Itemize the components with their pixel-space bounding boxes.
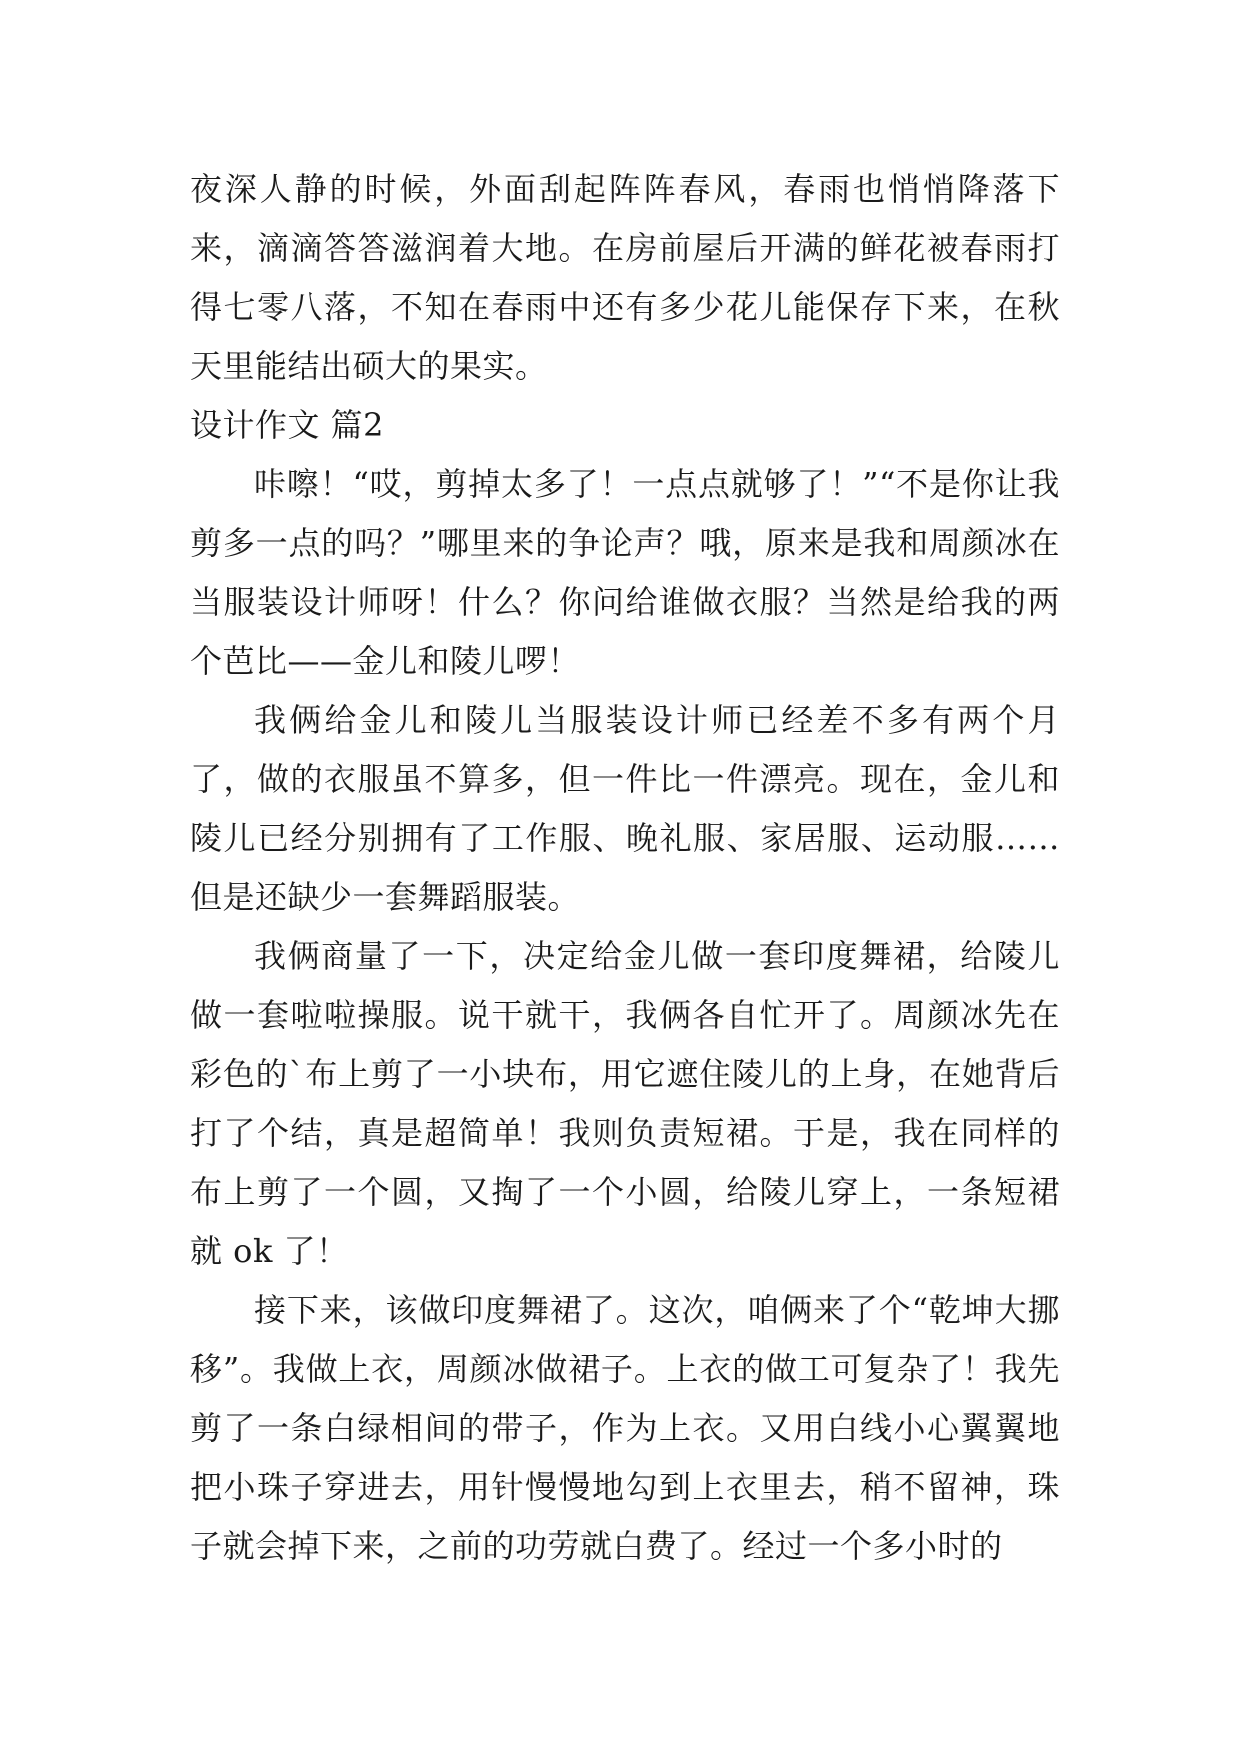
document-body [190,160,1060,1576]
paragraph: 接下来，该做印度舞裙了。这次，咱俩来了个“乾坤大挪移”。我做上衣，周颜冰做裙子。上衣的做工可复杂了！我先剪了一条白绿相间的带子，作为上衣。又用白线小心翼翼地把小珠子穿进去，用针慢慢地勾到上衣里去，稍不留神，珠子就会掉下来，之前的功劳就白费了。经过一个多小时的 [190,1291,1060,1565]
paragraph: 我俩商量了一下，决定给金儿做一套印度舞裙，给陵儿做一套啦啦操服。说干就干，我俩各自忙开了。周颜冰先在彩色的`布上剪了一小块布，用它遮住陵儿的上身，在她背后打了个结，真是超简单！我则负责短裙。于是，我在同样的布上剪了一个圆，又掏了一个小圆，给陵儿穿上，一条短裙就 ok 了！ [190,937,1060,1270]
section-heading: 设计作文 篇2 [190,406,385,444]
paragraph: 我俩给金儿和陵儿当服装设计师已经差不多有两个月了，做的衣服虽不算多，但一件比一件漂亮。现在，金儿和陵儿已经分别拥有了工作服、晚礼服、家居服、运动服……但是还缺少一套舞蹈服装。 [190,701,1060,916]
paragraph-continuation: 夜深人静的时候，外面刮起阵阵春风，春雨也悄悄降落下来，滴滴答答滋润着大地。在房前屋后开满的鲜花被春雨打得七零八落，不知在春雨中还有多少花儿能保存下来，在秋天里能结出硕大的果实。 [190,170,1060,385]
paragraph: 咔嚓！“哎，剪掉太多了！一点点就够了！”“不是你让我剪多一点的吗？”哪里来的争论声？哦，原来是我和周颜冰在当服装设计师呀！什么？你问给谁做衣服？当然是给我的两个芭比——金儿和陵儿啰！ [190,465,1060,680]
